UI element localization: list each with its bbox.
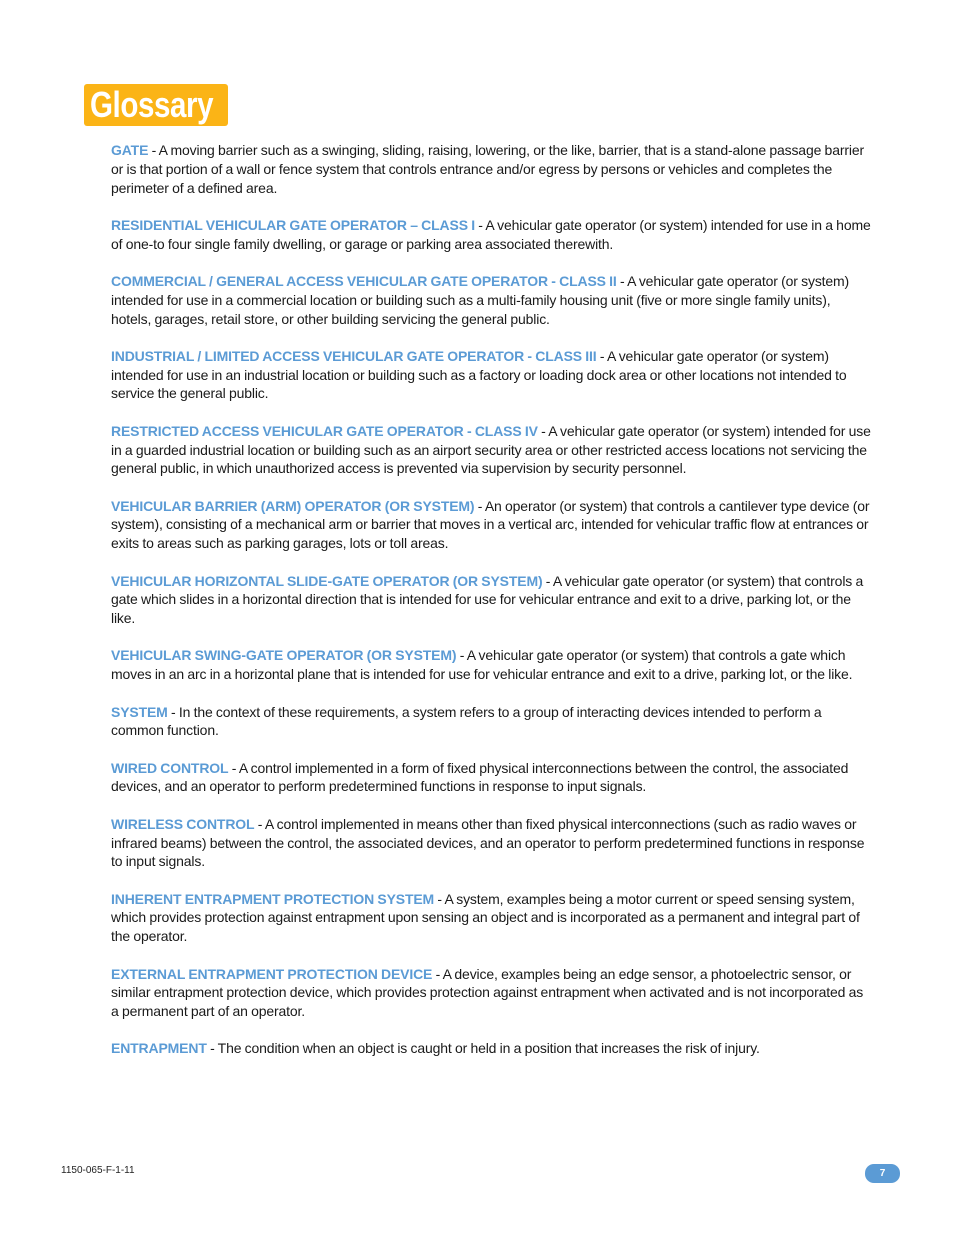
glossary-entry-swing-gate-operator bbox=[111, 646, 873, 684]
glossary-entry-wireless-control bbox=[111, 815, 873, 871]
glossary-entry-industrial-class-iii bbox=[111, 347, 873, 403]
glossary-definition: - A vehicular gate operator (or system) that controls a gate which moves in an arc in a horizontal plane that is intended for use for vehicular entrance and exit to a drive, parking lot, or the like. bbox=[111, 647, 853, 683]
glossary-entry-residential-class-i bbox=[111, 216, 873, 254]
glossary-term: SYSTEM bbox=[111, 703, 168, 720]
glossary-entry-commercial-class-ii bbox=[111, 272, 873, 328]
page-number-badge: 7 bbox=[865, 1164, 900, 1183]
glossary-definition: - In the context of these requirements, a system refers to a group of interacting devices intended to perform a common function. bbox=[111, 703, 822, 739]
glossary-entry-barrier-arm-operator bbox=[111, 497, 873, 553]
glossary-term: INHERENT ENTRAPMENT PROTECTION SYSTEM bbox=[111, 890, 435, 907]
glossary-entry-wired-control bbox=[111, 759, 873, 797]
glossary-term: ENTRAPMENT bbox=[111, 1040, 207, 1057]
glossary-definition: - The condition when an object is caught or held in a position that increases the risk of injury. bbox=[206, 1040, 760, 1057]
glossary-definition: - A vehicular gate operator (or system) intended for use in a home of one-to four single family dwelling, or garage or parking area associated therewith. bbox=[111, 216, 871, 252]
glossary-term: VEHICULAR SWING-GATE OPERATOR (OR SYSTEM) bbox=[111, 647, 457, 664]
page-title: Glossary bbox=[90, 84, 214, 125]
glossary-term: WIRED CONTROL bbox=[111, 759, 229, 776]
glossary-definition: - A vehicular gate operator (or system) intended for use in a commercial location or building such as a multi-family housing unit (five or more single family units), hotels, garages, retail store, or other building servicing the general public. bbox=[111, 272, 850, 327]
glossary-term: VEHICULAR HORIZONTAL SLIDE-GATE OPERATOR (OR SYSTEM) bbox=[111, 572, 543, 589]
glossary-list bbox=[111, 141, 873, 1077]
glossary-term: INDUSTRIAL / LIMITED ACCESS VEHICULAR GATE OPERATOR - CLASS III bbox=[111, 347, 597, 364]
glossary-definition: - A vehicular gate operator (or system) that controls a gate which slides in a horizontal direction that is intended for use for vehicular entrance and exit to a drive, parking lot, or the like. bbox=[111, 572, 864, 627]
glossary-entry-system bbox=[111, 703, 873, 741]
glossary-entry-external-entrapment bbox=[111, 965, 873, 1021]
document-code: 1150-065-F-1-11 bbox=[61, 1165, 135, 1176]
glossary-term: COMMERCIAL / GENERAL ACCESS VEHICULAR GATE OPERATOR - CLASS II bbox=[111, 272, 617, 289]
glossary-term: WIRELESS CONTROL bbox=[111, 815, 255, 832]
glossary-definition: - A system, examples being a motor current or speed sensing system, which provides protection against entrapment upon sensing an object and is incorporated as a permanent and integral part of the operator. bbox=[111, 890, 860, 945]
glossary-term: RESIDENTIAL VEHICULAR GATE OPERATOR – CLASS I bbox=[111, 216, 475, 233]
glossary-definition: - A control implemented in a form of fixed physical interconnections between the control, the associated devices, and an operator to perform predetermined functions in response to input signals. bbox=[111, 759, 849, 795]
glossary-definition: - An operator (or system) that controls a cantilever type device (or system), consisting of a mechanical arm or barrier that moves in a vertical arc, intended for vehicular traffic flow at entrances or exits to areas such as parking garages, lots or toll areas. bbox=[111, 497, 870, 552]
glossary-definition: - A device, examples being an edge sensor, a photoelectric sensor, or similar entrapment protection device, which provides protection against entrapment when activated and is not incorporated as a permanent part of an operator. bbox=[111, 965, 864, 1020]
page-title-banner bbox=[84, 84, 228, 126]
glossary-definition: - A moving barrier such as a swinging, sliding, raising, lowering, or the like, barrier, that is a stand-alone passage barrier or is that portion of a wall or fence system that controls entrance and/or egress by persons or vehicles and completes the perimeter of a defined area. bbox=[111, 142, 864, 196]
glossary-term: EXTERNAL ENTRAPMENT PROTECTION DEVICE bbox=[111, 965, 433, 982]
glossary-entry-slide-gate-operator bbox=[111, 572, 873, 628]
glossary-term: VEHICULAR BARRIER (ARM) OPERATOR (OR SYSTEM) bbox=[111, 497, 475, 514]
glossary-definition: - A vehicular gate operator (or system) intended for use in a guarded industrial location or building such as an airport security area or other restricted access locations not servicing the general public, in which unauthorized access is prevented via supervision by security personnel. bbox=[111, 422, 871, 477]
glossary-entry-gate bbox=[111, 141, 873, 197]
glossary-term: RESTRICTED ACCESS VEHICULAR GATE OPERATOR - CLASS IV bbox=[111, 422, 538, 439]
glossary-definition: - A control implemented in means other than fixed physical interconnections (such as radio waves or infrared beams) between the control, the associated devices, and an operator to perform predetermined functions in response to input signals. bbox=[111, 815, 865, 870]
glossary-entry-inherent-entrapment bbox=[111, 890, 873, 946]
glossary-entry-restricted-class-iv bbox=[111, 422, 873, 478]
glossary-term: GATE bbox=[111, 142, 149, 158]
glossary-entry-entrapment bbox=[111, 1039, 873, 1058]
glossary-definition: - A vehicular gate operator (or system) intended for use in an industrial location or building such as a factory or loading dock area or other locations not intended to service the general public. bbox=[111, 347, 847, 402]
